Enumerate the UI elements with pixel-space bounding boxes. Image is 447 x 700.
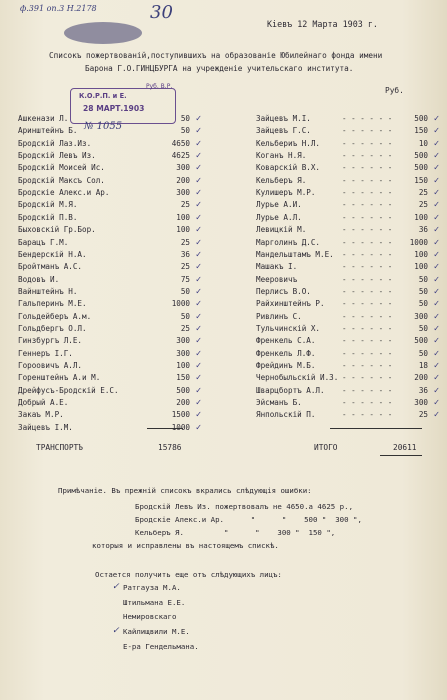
right-row (256, 114, 442, 126)
pending-name-1: Ратгауза М.А. (123, 583, 181, 592)
left-donation-amount: 300 (176, 163, 190, 173)
checkmark-icon: ✓ (433, 385, 440, 395)
right-row (256, 299, 442, 311)
left-donor-name: Бродскiй Левъ Из. (18, 151, 96, 161)
left-donation-amount: 50 (180, 311, 190, 321)
checkmark-icon: ✓ (195, 188, 202, 198)
leader-dashes: - - - - - - (342, 163, 393, 173)
right-donor-name: Кельбериъ Н.Л. (256, 138, 321, 148)
left-donation-amount: 200 (176, 398, 190, 408)
pending-name-4: Кайлищвили М.Е. (123, 627, 190, 636)
left-row (18, 275, 204, 287)
left-donation-amount: 100 (176, 212, 190, 222)
left-donation-amount: 200 (176, 175, 190, 185)
currency-label: Руб. (385, 86, 404, 95)
right-donation-amount: 1000 (409, 237, 428, 247)
right-donor-name: Чернобыльскiй И.З. (256, 373, 339, 383)
left-donor-name: Геннеръ I.Г. (18, 348, 73, 358)
leader-dashes: - - - - - - (342, 361, 393, 370)
checkmark-icon: ✓ (195, 138, 202, 148)
leader-dashes: - - - - - - (342, 175, 393, 185)
right-donor-name: Шварцбортъ А.Л. (256, 385, 325, 395)
right-donation-amount: 500 (414, 163, 428, 173)
checkmark-icon: ✓ (195, 225, 202, 235)
checkmark-icon: ✓ (112, 582, 120, 592)
checkmark-icon: ✓ (195, 336, 202, 346)
checkmark-icon: ✓ (433, 212, 440, 222)
left-row (18, 163, 204, 175)
left-donation-amount: 300 (176, 188, 190, 198)
checkmark-icon: ✓ (433, 398, 440, 408)
checkmark-icon: ✓ (433, 200, 440, 210)
archive-reference-note: ф.391 оп.3 Н.2178 (20, 4, 97, 13)
right-row (256, 373, 442, 385)
checkmark-icon: ✓ (195, 175, 202, 185)
left-row (18, 336, 204, 348)
right-row (256, 275, 442, 287)
right-donor-name: Машакъ I. (256, 262, 298, 272)
checkmark-icon: ✓ (433, 373, 440, 383)
left-donor-name: Гальперинъ М.Е. (18, 299, 87, 309)
leader-dashes: - - - - - - (342, 151, 393, 161)
left-donor-name: Закаъ М.Р. (18, 410, 64, 420)
right-donor-name: Зайцевъ М.I. (256, 114, 311, 123)
archive-page-number: 30 (150, 2, 173, 23)
right-donation-amount: 150 (414, 175, 428, 185)
left-row (18, 386, 204, 398)
right-donation-amount: 50 (418, 348, 428, 358)
right-row (256, 238, 442, 250)
transport-label: ТРАНСПОРТЪ (36, 443, 83, 452)
note-line-4: которыя и исправлены въ настоящемъ спискѣ. (92, 541, 279, 550)
checkmark-icon: ✓ (195, 385, 202, 395)
right-donation-amount: 36 (418, 385, 428, 395)
checkmark-icon: ✓ (195, 262, 202, 272)
stamp-corner: Руб. В.Р. (146, 83, 173, 90)
right-donor-name: Мандельштамъ М.Е. (256, 249, 334, 259)
checkmark-icon: ✓ (433, 311, 440, 321)
left-donation-amount: 100 (176, 361, 190, 370)
right-donor-name: Лурье А.И. (256, 200, 302, 210)
checkmark-icon: ✓ (433, 163, 440, 173)
right-donation-amount: 150 (414, 126, 428, 136)
checkmark-icon: ✓ (195, 398, 202, 408)
left-donor-name: Горенштейнъ А.и М. (18, 373, 101, 383)
left-donor-name: Бродскiй Моисей Ис. (18, 163, 105, 173)
checkmark-icon: ✓ (195, 163, 202, 173)
right-donor-name: Райхинштейнъ Р. (256, 299, 325, 309)
left-donation-amount: 1000 (171, 422, 190, 432)
right-donor-name: Лурье А.Л. (256, 212, 302, 222)
right-row (256, 398, 442, 410)
left-row (18, 126, 204, 138)
leader-dashes: - - - - - - (342, 410, 393, 420)
right-row (256, 126, 442, 138)
left-donation-amount: 25 (180, 200, 190, 210)
left-donation-amount: 36 (180, 249, 190, 259)
right-donor-name: Ривлинъ С. (256, 311, 302, 321)
leader-dashes: - - - - - - (342, 200, 393, 210)
left-donation-amount: 50 (180, 126, 190, 136)
left-donation-amount: 50 (180, 114, 190, 123)
leader-dashes: - - - - - - (342, 336, 393, 346)
left-donor-name: Бродскiй Максъ Сол. (18, 175, 105, 185)
checkmark-icon: ✓ (433, 126, 440, 136)
checkmark-icon: ✓ (195, 249, 202, 259)
leader-dashes: - - - - - - (342, 348, 393, 358)
right-donor-name: Марголинъ Д.С. (256, 237, 321, 247)
right-donation-amount: 100 (414, 249, 428, 259)
left-donor-name: Бродскiй Лаз.Из. (18, 138, 92, 148)
pending-name-5: Е-ра Гендельмана. (123, 642, 199, 651)
checkmark-icon: ✓ (433, 175, 440, 185)
left-donation-amount: 25 (180, 262, 190, 272)
ink-blot (64, 22, 142, 44)
right-donation-amount: 50 (418, 274, 428, 284)
left-donation-amount: 4625 (171, 151, 190, 161)
leader-dashes: - - - - - - (342, 385, 393, 395)
right-row (256, 324, 442, 336)
right-donor-name: Коганъ Н.Я. (256, 151, 307, 161)
checkmark-icon: ✓ (433, 249, 440, 259)
left-donation-amount: 100 (176, 225, 190, 235)
checkmark-icon: ✓ (433, 138, 440, 148)
right-donation-amount: 50 (418, 323, 428, 333)
right-row (256, 287, 442, 299)
right-donor-name: Меерoвичъ (256, 274, 298, 284)
left-donor-name: Добрый А.Е. (18, 398, 69, 408)
left-row (18, 324, 204, 336)
right-donation-amount: 10 (418, 138, 428, 148)
pending-name-2: Штильмана Е.Е. (123, 598, 186, 607)
right-donation-amount: 500 (414, 151, 428, 161)
checkmark-icon: ✓ (433, 114, 440, 123)
title-line-1: Списокъ пожертвованiй,поступившихъ на образованiе Юбилейнаго фонда имени (49, 51, 383, 60)
left-donor-name: Быховскiй Гр.Бор. (18, 225, 96, 235)
right-donor-name: Кулишеръ М.Р. (256, 188, 316, 198)
right-row (256, 262, 442, 274)
checkmark-icon: ✓ (433, 237, 440, 247)
left-donor-name: Бродскiй П.В. (18, 212, 78, 222)
checkmark-icon: ✓ (433, 410, 440, 420)
left-donor-name: Ашкенази Л. (18, 114, 69, 123)
right-donation-amount: 25 (418, 188, 428, 198)
itogo-underline (380, 455, 422, 456)
left-row (18, 213, 204, 225)
checkmark-icon: ✓ (433, 348, 440, 358)
left-row (18, 361, 204, 373)
checkmark-icon: ✓ (195, 237, 202, 247)
left-row (18, 287, 204, 299)
leader-dashes: - - - - - - (342, 225, 393, 235)
left-donor-name: Водовъ И. (18, 274, 60, 284)
checkmark-icon: ✓ (195, 212, 202, 222)
checkmark-icon: ✓ (195, 126, 202, 136)
checkmark-icon: ✓ (195, 200, 202, 210)
left-donation-amount: 75 (180, 274, 190, 284)
right-row (256, 151, 442, 163)
date-line: Кiевъ 12 Марта 1903 г. (267, 19, 378, 29)
right-donor-name: Кельберъ Я. (256, 175, 307, 185)
left-row (18, 410, 204, 422)
right-row (256, 163, 442, 175)
left-donation-amount: 150 (176, 373, 190, 383)
left-row (18, 312, 204, 324)
left-donor-name: Бродскiй М.Я. (18, 200, 78, 210)
checkmark-icon: ✓ (195, 151, 202, 161)
left-donor-name: Бендерскiй Н.А. (18, 249, 87, 259)
left-donor-name: Гольдейберъ А.м. (18, 311, 92, 321)
transport-total: 15786 (158, 443, 182, 452)
right-donor-name: Эйсманъ Б. (256, 398, 302, 408)
left-donor-name: Барацъ Г.М. (18, 237, 69, 247)
right-donation-amount: 50 (418, 286, 428, 296)
itogo-rule (330, 428, 422, 429)
left-donor-name: Гольдбергъ О.Л. (18, 323, 87, 333)
stamp-date: 28 МАРТ.1903 (83, 104, 145, 113)
left-donation-amount: 4650 (171, 138, 190, 148)
checkmark-icon: ✓ (433, 225, 440, 235)
leader-dashes: - - - - - - (342, 274, 393, 284)
right-donor-name: Зайцевъ Г.С. (256, 126, 311, 136)
pending-heading: Остается получить еще отъ слѣдующихъ лицъ: (95, 570, 282, 579)
right-row (256, 312, 442, 324)
left-row (18, 200, 204, 212)
left-row (18, 398, 204, 410)
right-donor-name: Фрейдинъ М.Б. (256, 361, 316, 370)
right-donation-amount: 100 (414, 262, 428, 272)
leader-dashes: - - - - - - (342, 323, 393, 333)
right-donor-name: Френкель Л.Ф. (256, 348, 316, 358)
leader-dashes: - - - - - - (342, 398, 393, 408)
right-donation-amount: 18 (418, 361, 428, 370)
left-row (18, 238, 204, 250)
checkmark-icon: ✓ (433, 361, 440, 370)
left-donor-name: Дрейфусъ-Бродскiй Е.С. (18, 385, 119, 395)
checkmark-icon: ✓ (195, 348, 202, 358)
leader-dashes: - - - - - - (342, 286, 393, 296)
leader-dashes: - - - - - - (342, 126, 393, 136)
leader-dashes: - - - - - - (342, 249, 393, 259)
left-row (18, 139, 204, 151)
right-donation-amount: 500 (414, 114, 428, 123)
checkmark-icon: ✓ (433, 286, 440, 296)
left-donor-name: Гороовичъ А.Л. (18, 361, 83, 370)
right-donor-name: Янпольскiй П. (256, 410, 316, 420)
right-row (256, 139, 442, 151)
checkmark-icon: ✓ (195, 311, 202, 321)
right-row (256, 361, 442, 373)
right-row (256, 213, 442, 225)
checkmark-icon: ✓ (195, 274, 202, 284)
right-donation-amount: 300 (414, 311, 428, 321)
leader-dashes: - - - - - - (342, 188, 393, 198)
checkmark-icon: ✓ (195, 299, 202, 309)
left-row (18, 151, 204, 163)
leader-dashes: - - - - - - (342, 299, 393, 309)
right-donation-amount: 200 (414, 373, 428, 383)
right-donor-name: Тульчинскiй Х. (256, 323, 321, 333)
checkmark-icon: ✓ (195, 410, 202, 420)
leader-dashes: - - - - - - (342, 311, 393, 321)
checkmark-icon: ✓ (433, 188, 440, 198)
left-row (18, 176, 204, 188)
right-donation-amount: 25 (418, 200, 428, 210)
left-donation-amount: 300 (176, 348, 190, 358)
checkmark-icon: ✓ (195, 373, 202, 383)
left-row (18, 262, 204, 274)
title-line-2: Барона Г.О.ГИНЦБУРГА на учрежденiе учительскаго института. (85, 64, 354, 73)
left-row (18, 188, 204, 200)
left-row (18, 250, 204, 262)
stamp-number: № 1055 (84, 121, 123, 132)
right-row (256, 200, 442, 212)
left-donor-name: Зайцевъ I.М. (18, 422, 73, 432)
left-donor-name: Бродскiе Алекс.и Ар. (18, 188, 110, 198)
right-donor-name: Коварскiй В.Х. (256, 163, 321, 173)
note-line-1: Бродскiй Левъ Из. пожертвовалъ не 4650.а 4625 р., (135, 502, 354, 511)
right-row (256, 349, 442, 361)
checkmark-icon: ✓ (195, 114, 202, 123)
itogo-total: 20611 (393, 443, 417, 452)
left-donor-name: Гинзбургъ Л.Е. (18, 336, 83, 346)
left-row (18, 299, 204, 311)
leader-dashes: - - - - - - (342, 262, 393, 272)
left-row (18, 225, 204, 237)
checkmark-icon: ✓ (195, 323, 202, 333)
left-donation-amount: 50 (180, 286, 190, 296)
pending-name-3: Немировскаго (123, 612, 177, 621)
right-donor-name: Левицкiй М. (256, 225, 307, 235)
checkmark-icon: ✓ (433, 151, 440, 161)
checkmark-icon: ✓ (195, 361, 202, 370)
left-donation-amount: 500 (176, 385, 190, 395)
left-donation-amount: 1500 (171, 410, 190, 420)
left-donation-amount: 300 (176, 336, 190, 346)
left-row (18, 373, 204, 385)
right-donation-amount: 25 (418, 410, 428, 420)
right-row (256, 336, 442, 348)
right-row (256, 225, 442, 237)
left-donation-amount: 25 (180, 237, 190, 247)
right-donor-name: Френкель С.А. (256, 336, 316, 346)
right-donation-amount: 100 (414, 212, 428, 222)
checkmark-icon: ✓ (433, 323, 440, 333)
right-row (256, 250, 442, 262)
leader-dashes: - - - - - - (342, 237, 393, 247)
right-donation-amount: 300 (414, 398, 428, 408)
checkmark-icon: ✓ (433, 336, 440, 346)
right-row (256, 176, 442, 188)
checkmark-icon: ✓ (433, 262, 440, 272)
checkmark-icon: ✓ (195, 286, 202, 296)
note-line-3: Кельберъ Я. " " 300 " 150 ", (135, 528, 336, 537)
itogo-label: ИТОГО (314, 443, 338, 452)
right-donation-amount: 36 (418, 225, 428, 235)
left-donor-name: Бройтманъ А.С. (18, 262, 83, 272)
checkmark-icon: ✓ (433, 274, 440, 284)
right-donor-name: Перлисъ В.О. (256, 286, 311, 296)
checkmark-icon: ✓ (195, 422, 202, 432)
left-donor-name: Аринштейнъ Б. (18, 126, 78, 136)
checkmark-icon: ✓ (433, 299, 440, 309)
left-donor-name: Вайнштейнъ Н. (18, 286, 78, 296)
left-donation-amount: 1000 (171, 299, 190, 309)
note-line-2: Бродскiе Алекс.и Ар. " " 500 " 300 ", (135, 515, 362, 524)
right-donation-amount: 500 (414, 336, 428, 346)
left-row (18, 349, 204, 361)
stamp-org: К.О.Р.П. и Е. (79, 92, 127, 100)
left-row (18, 114, 204, 126)
leader-dashes: - - - - - - (342, 114, 393, 123)
right-row (256, 386, 442, 398)
right-donation-amount: 50 (418, 299, 428, 309)
checkmark-icon: ✓ (112, 626, 120, 636)
transport-rule (147, 428, 183, 429)
leader-dashes: - - - - - - (342, 212, 393, 222)
note-heading: Примѣчанiе. Въ прежнiй списокъ вкрались слѣдующiя ошибки: (58, 486, 312, 495)
leader-dashes: - - - - - - (342, 373, 393, 383)
right-row (256, 188, 442, 200)
leader-dashes: - - - - - - (342, 138, 393, 148)
left-donation-amount: 25 (180, 323, 190, 333)
right-row (256, 410, 442, 422)
